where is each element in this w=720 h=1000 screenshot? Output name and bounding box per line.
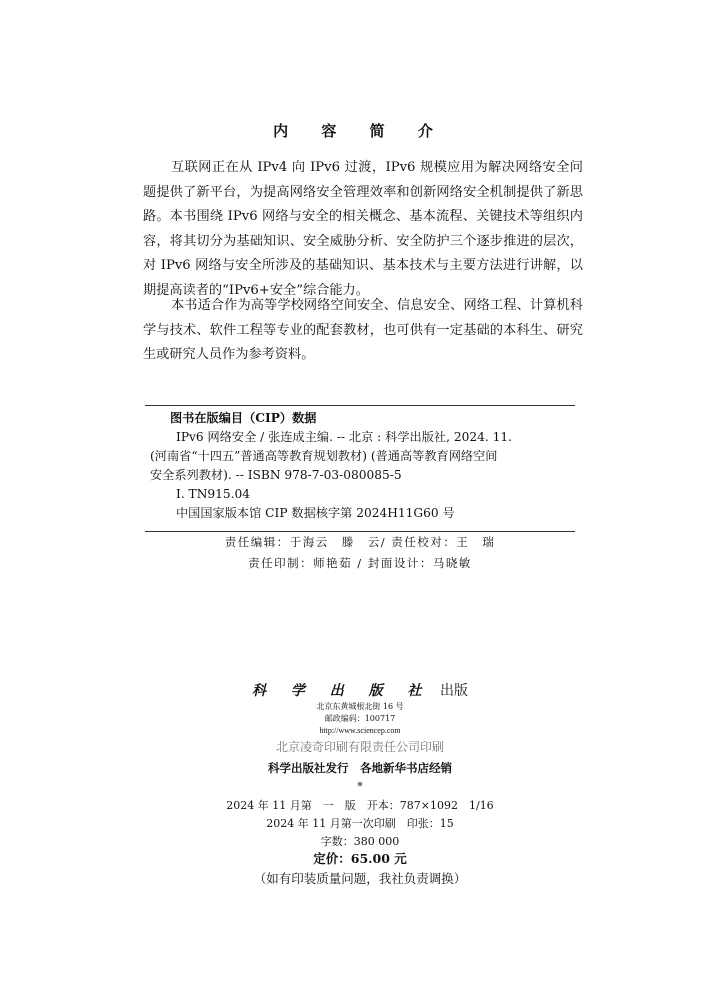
quality-notice: （如有印装质量问题，我社负责调换）: [253, 871, 467, 886]
cip-bottom-divider: [145, 531, 575, 532]
printer-line: 北京凌奇印刷有限责任公司印刷: [275, 740, 444, 754]
publisher-url: http://www.sciencep.com: [319, 726, 401, 735]
cip-line-5: 中国国家版本馆 CIP 数据核字第 2024H11G60 号: [176, 506, 455, 520]
cip-line-4: Ⅰ. TN915.04: [176, 487, 250, 501]
publisher-suffix: 出版: [439, 683, 468, 699]
cip-data-block: [150, 409, 570, 523]
editor-credits-2: 责任印制：师艳茹 / 封面设计：马晓敏: [248, 556, 472, 570]
price: 定价：65.00 元: [313, 851, 407, 866]
publisher-address: 北京东黄城根北街 16 号: [316, 702, 404, 711]
distribution-line: 科学出版社发行 各地新华书店经销: [268, 761, 452, 775]
cip-top-divider: [145, 405, 575, 406]
cip-line-1: IPv6 网络安全 / 张连成主编. -- 北京 : 科学出版社, 2024. 11.: [176, 430, 512, 444]
summary-paragraph-2: 本书适合作为高等学校网络空间安全、信息安全、网络工程、计算机科学与技术、软件工程等专业的配套教材，也可供有一定基础的本科生、研究生或研究人员作为参考资料。: [143, 298, 583, 363]
editor-credits-1: 责任编辑：于海云 滕 云/ 责任校对：王 瑞: [224, 535, 496, 549]
cip-line-3: 安全系列教材). -- ISBN 978-7-03-080085-5: [150, 468, 402, 482]
cip-line-2: (河南省“十四五”普通高等教育规划教材) (普通高等教育网络空间: [150, 449, 498, 463]
edition-info: 2024 年 11 月第 一 版 开本：787×1092 1/16: [226, 799, 494, 812]
publisher-logo-text: 科 学 出 版 社: [252, 683, 432, 699]
summary-title: 内 容 简 介: [273, 122, 447, 140]
summary-paragraph-1: 互联网正在从 IPv4 向 IPv6 过渡，IPv6 规模应用为解决网络安全问题提供了新平台，为提高网络安全管理效率和创新网络安全机制提供了新思路。本书围绕 IPv6 网络与安全的相关概念、基本流程、关键技术等组织内容，将其切分为基础知识、安全威胁分析、安全防护三个逐步推进的层次，对 IPv6 网络与安全所涉及的基础知识、基本技术与主要方法进行讲解，以期提高读者的“IPv6+安全”综合能力。: [143, 160, 583, 298]
separator-star: *: [357, 780, 363, 793]
publisher-line: [0, 680, 720, 700]
publisher-postcode: 邮政编码：100717: [324, 714, 396, 723]
printing-info: 2024 年 11 月第一次印刷 印张：15: [266, 817, 454, 830]
cip-title: 图书在版编目（CIP）数据: [170, 411, 317, 425]
word-count: 字数：380 000: [320, 835, 400, 848]
